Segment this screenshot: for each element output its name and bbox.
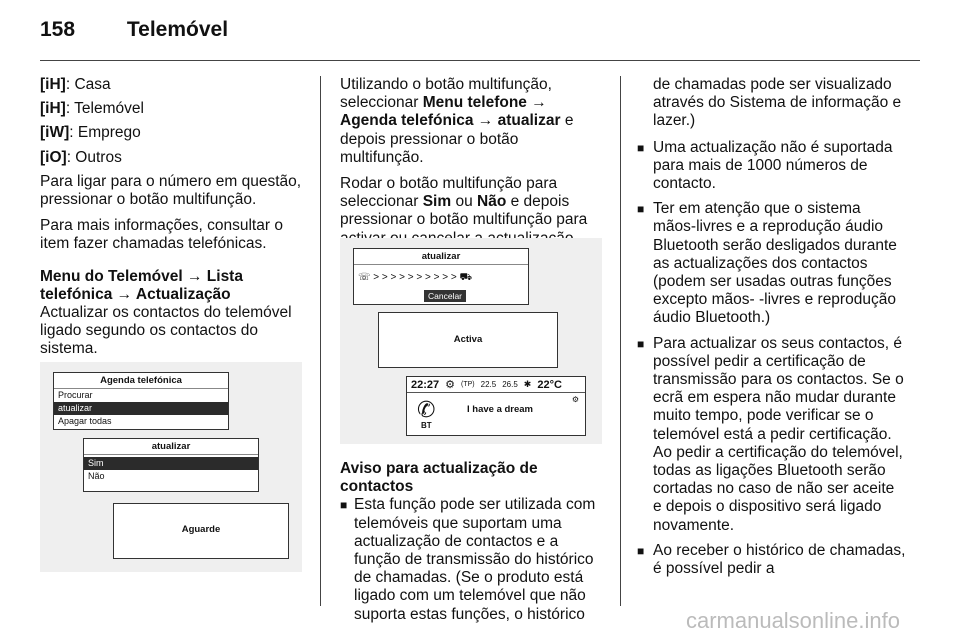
paragraph-call: Para ligar para o número em questão, pressionar o botão multifunção. (40, 172, 302, 209)
update-progress-screenshot (340, 238, 602, 444)
updating-title: atualizar (354, 249, 528, 265)
handset-icon: ✆ (417, 397, 436, 422)
agenda-item-search[interactable]: Procurar (58, 390, 93, 400)
bluetooth-icon: ✱ (523, 379, 532, 389)
paragraph-continued: de chamadas pode ser visualizado através do Sistema de informação e lazer.) (653, 76, 902, 130)
status-bar (407, 377, 585, 393)
paragraph-rotate: Rodar o botão multifunção para seleccionar Sim ou Não e depois pressionar o botão multifunção para (340, 175, 588, 229)
list-item: ■ Ao receber o histórico de chamadas, é possível pedir a (637, 541, 906, 578)
column-2 (340, 76, 605, 256)
list-item: ■ Para actualizar os seus contactos, é possível pedir a certificação de transmissão para os contactos. Se o ecrã em espera não mudar durante muito tempo, pode verificar se o telemóvel está a pedir certificação. Ao pedir a certificação do telemóvel, todas as ligações Bluetooth serão cortadas no caso de não ser aceite e depois o dispositivo será ligado novamente. (637, 334, 904, 534)
cancel-button[interactable]: Cancelar (424, 290, 466, 302)
option-no[interactable]: Não (88, 471, 105, 481)
note-section (340, 460, 605, 631)
active-label: Activa (453, 334, 483, 345)
radio-tp-label: (TP) (461, 381, 475, 388)
update-dialog (83, 438, 259, 492)
temp-left: 22.5 (480, 380, 497, 389)
phonebook-screenshot (40, 362, 302, 572)
progress-arrows: > > > > > > > > > > (373, 272, 457, 283)
note-title: Aviso para actualização de contactos (340, 460, 538, 496)
list-item: ■ Ter em atenção que o sistema mãos-livres e a reprodução áudio Bluetooth serão desligados durante as actualizações dos contactos (podem ser usadas outras funções excepto mãos- -livres e reprodução áudio Bluetooth.) (637, 200, 897, 327)
list-item: ■ Esta função pode ser utilizada com telemóveis que suportam uma actualização de contactos e a função de transmissão do histórico de chamadas. (Se o produto está ligado com um telemóvel que não suporta estas funções, o histórico (340, 496, 596, 623)
column-divider-1 (320, 76, 321, 606)
paragraph-more-info: Para mais informações, consultar o item fazer chamadas telefónicas. (40, 217, 283, 253)
label-mobile: [iH]: Telemóvel (40, 100, 144, 118)
page-header (40, 18, 228, 42)
option-yes[interactable]: Sim (84, 457, 258, 470)
page-title: Telemóvel (126, 18, 229, 41)
outside-temp: 22°C (537, 378, 562, 391)
list-item: ■ Uma actualização não é suportada para mais de 1000 números de contacto. (637, 138, 893, 193)
wait-dialog (113, 503, 289, 559)
paragraph-update: Actualizar os contactos do telemóvel ligado segundo os contactos do sistema. (40, 304, 292, 358)
temp-right: 26.5 (502, 380, 518, 389)
note-list (340, 496, 605, 623)
menu-path: Menu do Telemóvel → Lista telefónica → Actualização (40, 267, 243, 303)
column-1 (40, 76, 305, 367)
settings-icon: ⚙ (445, 379, 456, 391)
wait-label: Aguarde (181, 524, 221, 535)
label-work: [iW]: Emprego (40, 124, 141, 142)
song-title: I have a dream (467, 404, 534, 415)
update-title: atualizar (84, 439, 258, 455)
agenda-title: Agenda telefónica (54, 373, 228, 389)
watermark: carmanualsonline.info (685, 608, 900, 633)
phone-icon: ☏ (358, 272, 371, 283)
settings-small-icon: ⚙ (571, 395, 579, 404)
page-number: 158 (40, 18, 76, 41)
agenda-item-update[interactable]: atualizar (54, 402, 228, 415)
paragraph-select-update: Utilizando o botão multifunção, seleccionar Menu telefone → Agenda telefónica → atualizar e depois pressionar o botão multifunção. (340, 76, 574, 166)
note-list-continued (637, 139, 907, 579)
car-icon: ⛟ (459, 272, 473, 283)
column-3 (637, 76, 907, 585)
progress-row (354, 271, 528, 284)
clock: 22:27 (411, 378, 440, 391)
home-screen (406, 376, 586, 436)
label-other: [iO]: Outros (40, 148, 122, 166)
header-rule (40, 60, 920, 61)
agenda-dialog (53, 372, 229, 430)
bt-label: BT (421, 421, 432, 430)
column-divider-2 (620, 76, 621, 606)
active-dialog (378, 312, 558, 368)
label-home: [iH]: Casa (40, 76, 111, 93)
agenda-item-delete-all[interactable]: Apagar todas (58, 416, 112, 426)
updating-dialog (353, 248, 529, 305)
